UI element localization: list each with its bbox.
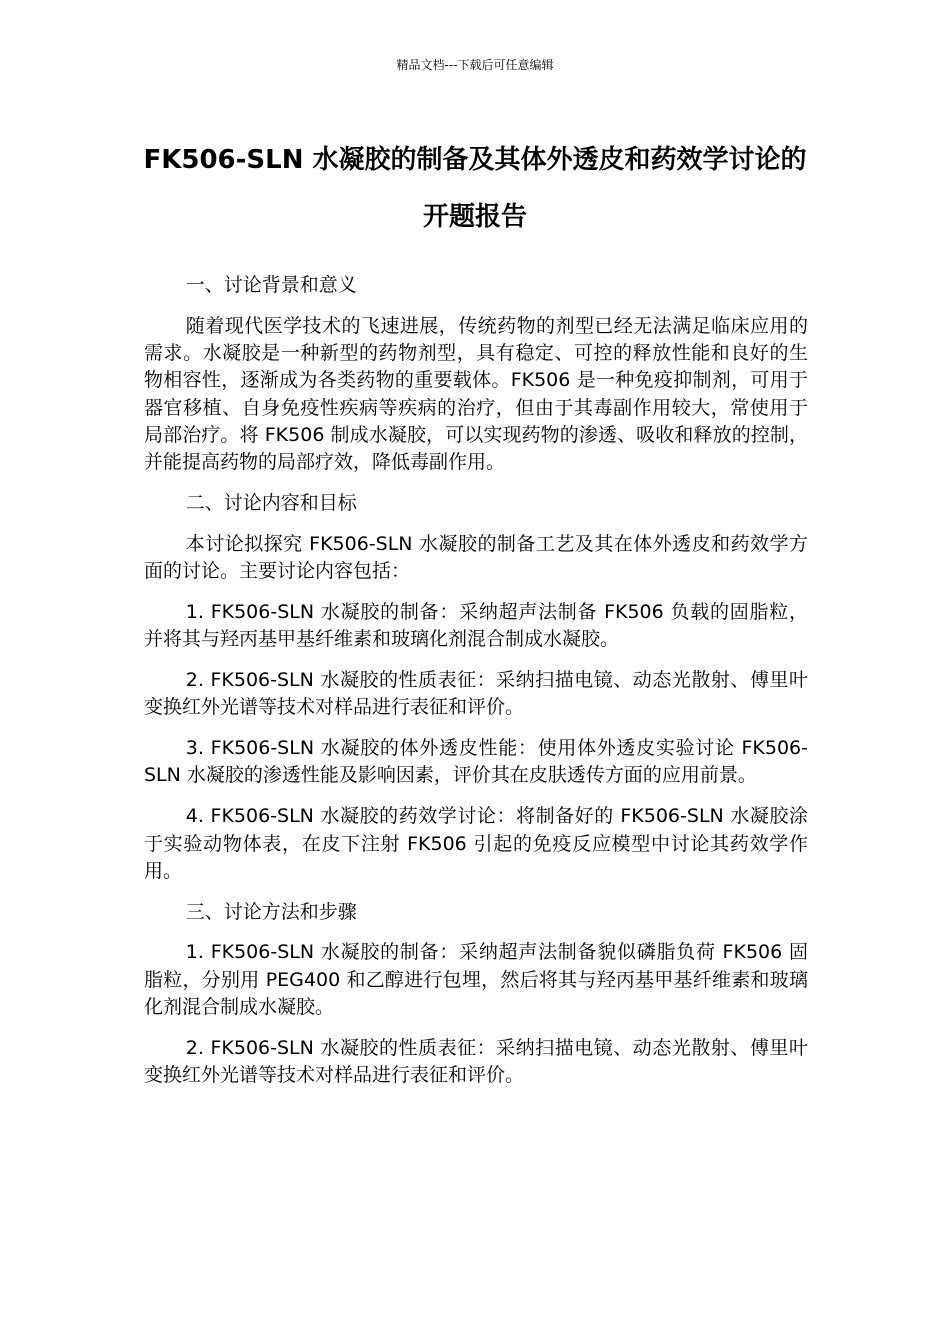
list-item-methods-2: 2. FK506-SLN 水凝胶的性质表征：采纳扫描电镜、动态光散射、傅里叶变换红外光谱等技术对样品进行表征和评价。 (144, 1036, 808, 1087)
section-heading-content: 二、讨论内容和目标 (185, 492, 357, 515)
list-item-content-1: 1. FK506-SLN 水凝胶的制备：采纳超声法制备 FK506 负载的固脂粒，并将其与羟丙基甲基纤维素和玻璃化剂混合制成水凝胶。 (144, 600, 808, 651)
page-header-note: 精品文档---下载后可任意编辑 (396, 58, 554, 72)
paragraph-content-intro: 本讨论拟探究 FK506-SLN 水凝胶的制备工艺及其在体外透皮和药效学方面的讨论。主要讨论内容包括： (144, 532, 808, 583)
section-heading-background: 一、讨论背景和意义 (185, 274, 357, 296)
list-item-content-3: 3. FK506-SLN 水凝胶的体外透皮性能：使用体外透皮实验讨论 FK506-SLN 水凝胶的渗透性能及影响因素，评价其在皮肤透传方面的应用前景。 (144, 737, 808, 787)
document-body (144, 272, 808, 1103)
list-item-content-2: 2. FK506-SLN 水凝胶的性质表征：采纳扫描电镜、动态光散射、傅里叶变换红外光谱等技术对样品进行表征和评价。 (144, 669, 808, 719)
section-heading-methods: 三、讨论方法和步骤 (185, 900, 357, 923)
paragraph-background: 随着现代医学技术的飞速进展，传统药物的剂型已经无法满足临床应用的需求。水凝胶是一种新型的药物剂型，具有稳定、可控的释放性能和良好的生物相容性，逐渐成为各类药物的重要载体。FK506 是一种免疫抑制剂，可用于器官移植、自身免疫性疾病等疾病的治疗，但由于其毒副作用较大，常使用于局部治疗。将 FK506 制成水凝胶，可以实现药物的渗透、吸收和释放的控制，并能提高药物的局部疗效，降低毒副作用。 (144, 314, 808, 474)
document-title: FK506-SLN 水凝胶的制备及其体外透皮和药效学讨论的开题报告 (143, 145, 807, 232)
list-item-content-4: 4. FK506-SLN 水凝胶的药效学讨论：将制备好的 FK506-SLN 水凝胶涂于实验动物体表，在皮下注射 FK506 引起的免疫反应模型中讨论其药效学作用。 (144, 805, 808, 882)
list-item-methods-1: 1. FK506-SLN 水凝胶的制备：采纳超声法制备貌似磷脂负荷 FK506 固脂粒，分别用 PEG400 和乙醇进行包埋，然后将其与羟丙基甲基纤维素和玻璃化剂混合制成水凝胶。 (144, 941, 808, 1019)
